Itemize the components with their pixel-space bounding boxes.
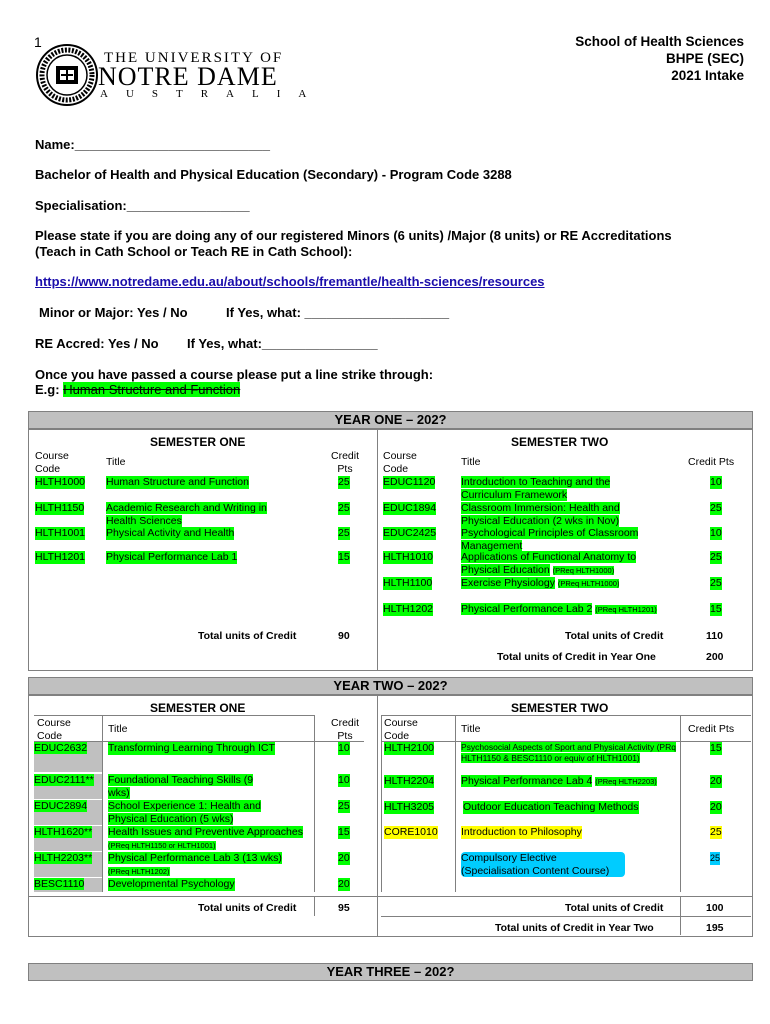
y2-s2-pts: 25 [710,853,721,863]
re-if-yes-field[interactable]: If Yes, what:________________ [187,336,378,351]
y1-s2-total-label: Total units of Credit [565,630,664,642]
y2-s1-title: School Experience 1: Health and Physical Education (5 wks) [108,800,261,825]
y1-s2-pts: 25 [710,577,722,589]
y1-s1-pts: 25 [338,476,350,488]
y2-s1-title: Transforming Learning Through ICT [108,742,275,754]
y2-s1-pts: 10 [338,742,350,754]
y1-semester-two-heading: SEMESTER TWO [511,435,609,449]
y1-s1-code: HLTH1000 [35,476,85,488]
y1-s1-pts: 25 [338,502,350,514]
year-two-divider [377,695,378,936]
y2-s2-title: Outdoor Education Teaching Methods [463,801,639,813]
year-one-divider [377,429,378,670]
resources-link[interactable]: https://www.notredame.edu.au/about/schools/fremantle/health-sciences/resources [35,274,545,289]
y2-s1-pts: 15 [338,826,350,838]
y1-s1-title: Human Structure and Function [106,476,249,488]
y1-s2-code: HLTH1100 [383,577,433,589]
y2-s2-left-rule [381,715,382,892]
y2-s1-pts: 25 [338,800,350,812]
y2-s2-pts: 25 [710,826,722,838]
y2-s1-title: Health Issues and Preventive Approaches (PReq HLTH1150 or HLTH1001) [108,826,303,850]
y2-s1-totals-col-rule [314,896,315,916]
y2-s2-col-rule [455,715,456,892]
y1-s1-header-title: Title [106,456,126,468]
y2-s1-total-label: Total units of Credit [198,902,297,914]
y2-s1-code-cell: BESC1110 [34,878,102,892]
y1-s1-pts: 15 [338,551,350,563]
y2-s2-code: CORE1010 [384,826,438,838]
intake-year: 2021 Intake [671,68,744,83]
y2-s2-pts: 15 [710,742,722,754]
y1-s2-pts: 25 [710,502,722,514]
minor-major-field[interactable]: Minor or Major: Yes / No [39,305,188,320]
y2-s2-code: HLTH3205 [384,801,434,813]
y2-s2-total: 100 [706,902,724,914]
y2-s1-header-title: Title [108,723,128,735]
y1-s1-code: HLTH1001 [35,527,85,539]
y2-totals-col-rule [680,896,681,935]
example-line [35,382,240,397]
university-name-line3: AUSTRALIA [100,88,325,100]
program-title: Bachelor of Health and Physical Education (Secondary) - Program Code 3288 [35,167,512,182]
header-right [575,33,744,84]
y2-s1-header-rule-top [34,715,314,716]
y1-s1-header-credit: Credit Pts [330,450,359,475]
y2-s1-col-rule [102,715,103,892]
y2-s1-header-code: Course Code [37,717,71,742]
y1-s2-header-credit: Credit Pts [688,456,735,468]
y2-s2-header-credit: Credit Pts [688,723,735,735]
y1-s2-title: Exercise Physiology (PReq HLTH1000) [461,577,620,589]
y1-s2-title: Introduction to Teaching and the Curriculum Framework [461,476,611,501]
university-name-line1: THE UNIVERSITY OF [104,50,284,66]
y1-s1-pts: 25 [338,527,350,539]
y2-s2-title: Introduction to Philosophy [461,826,582,838]
y2-s2-elective-title: Compulsory Elective (Specialisation Content Course) [461,852,625,877]
y1-s2-title: Psychological Principles of Classroom Management [461,527,639,552]
year-three-bar: YEAR THREE – 202? [28,963,753,981]
y2-s2-total-label: Total units of Credit [565,902,664,914]
y1-s1-title: Academic Research and Writing in Health Sciences [106,502,267,527]
y2-s2-header-code: Course Code [384,717,418,742]
y1-s2-title: Applications of Functional Anatomy to Physical Education (PReq HLTH1000) [461,551,637,576]
university-name-line2: NOTRE DAME [98,62,278,91]
y2-semester-one-heading: SEMESTER ONE [150,701,246,715]
y2-s1-pts: 10 [338,774,350,786]
university-seal-logo [36,44,98,106]
y1-s2-code: EDUC1894 [383,502,437,514]
program-abbrev: BHPE (SEC) [665,51,744,66]
page-number: 1 [34,34,42,50]
minors-question-line2: (Teach in Cath School or Teach RE in Cath School): [35,244,353,259]
y2-s1-title: Developmental Psychology [108,878,235,890]
y2-s1-pts: 20 [338,878,350,890]
y2-s1-code-cell: EDUC2632 [34,742,102,772]
year-one-bar: YEAR ONE – 202? [28,411,753,429]
y2-s2-title: Physical Performance Lab 4 (PReq HLTH2203) [461,775,657,787]
y2-s2-col-rule2 [680,715,681,892]
y1-s1-title: Physical Activity and Health [106,527,235,539]
y2-s1-pts: 20 [338,852,350,864]
y1-s2-title: Classroom Immersion: Health and Physical Education (2 wks in Nov) [461,502,620,527]
year-two-bar: YEAR TWO – 202? [28,677,753,695]
y1-semester-one-heading: SEMESTER ONE [150,435,246,449]
y1-s2-title: Physical Performance Lab 2 (PReq HLTH1201) [461,603,657,615]
minors-question-line1: Please state if you are doing any of our registered Minors (6 units) /Major (8 units) or RE Accreditations [35,228,672,243]
y2-s2-header-title: Title [461,723,481,735]
y2-s2-pts: 20 [710,775,722,787]
y2-s2-header-rule-top [381,715,751,716]
y1-s2-code: EDUC2425 [383,527,437,539]
y2-totals-divider [381,916,751,917]
y2-s1-title: Foundational Teaching Skills (9 wks) [108,774,254,799]
y1-s2-code: HLTH1010 [383,551,433,563]
y2-semester-two-heading: SEMESTER TWO [511,701,609,715]
y1-s2-code: EDUC1120 [383,476,436,488]
y1-s2-pts: 10 [710,476,722,488]
y2-s1-total: 95 [338,902,350,914]
y2-s2-pts: 20 [710,801,722,813]
year-two-totals-rule [28,896,753,897]
y2-s2-code: HLTH2204 [384,775,434,787]
y1-s1-code: HLTH1150 [35,502,85,514]
y2-year-total-label: Total units of Credit in Year Two [495,922,654,934]
y1-s1-total: 90 [338,630,350,642]
re-accred-field[interactable]: RE Accred: Yes / No [35,336,159,351]
y1-year-total-label: Total units of Credit in Year One [497,651,656,663]
y2-s2-title: Psychosocial Aspects of Sport and Physical Activity (PRq HLTH1150 & BESC1110 or equiv of HLTH1001) [461,742,676,763]
y2-s1-code-cell: HLTH1620** [34,826,102,851]
strike-instruction: Once you have passed a course please put a line strike through: [35,367,434,382]
y2-s2-code: HLTH2100 [384,742,434,754]
y2-s1-code-cell: HLTH2203** [34,852,102,877]
y1-s1-total-label: Total units of Credit [198,630,297,642]
y1-s1-header-code: Course Code [35,450,69,475]
y1-year-total: 200 [706,651,724,663]
school-name: School of Health Sciences [575,34,744,49]
y1-s2-pts: 15 [710,603,722,615]
y2-s1-code-cell: EDUC2111** [34,774,102,799]
y1-s2-pts: 10 [710,527,722,539]
y2-s1-col-rule2 [314,715,315,892]
y2-s1-header-credit: Credit Pts [330,717,359,742]
y1-s2-code: HLTH1202 [383,603,433,615]
y1-s1-code: HLTH1201 [35,551,85,563]
example-struck-course: Human Structure and Function [63,382,241,397]
minor-if-yes-field[interactable]: If Yes, what: ____________________ [226,305,450,320]
y1-s2-total: 110 [706,630,723,642]
y2-s1-code-cell: EDUC2894 [34,800,102,825]
example-label: E.g: [35,382,60,397]
y1-s2-header-title: Title [461,456,481,468]
y2-year-total: 195 [706,922,724,934]
y1-s1-title: Physical Performance Lab 1 [106,551,238,563]
y1-s2-header-code: Course Code [383,450,417,475]
y2-s1-title: Physical Performance Lab 3 (13 wks) (PReq HLTH1202) [108,852,282,876]
y1-s2-pts: 25 [710,551,722,563]
specialisation-field[interactable]: Specialisation:_________________ [35,198,250,213]
name-field[interactable]: Name:___________________________ [35,137,270,152]
